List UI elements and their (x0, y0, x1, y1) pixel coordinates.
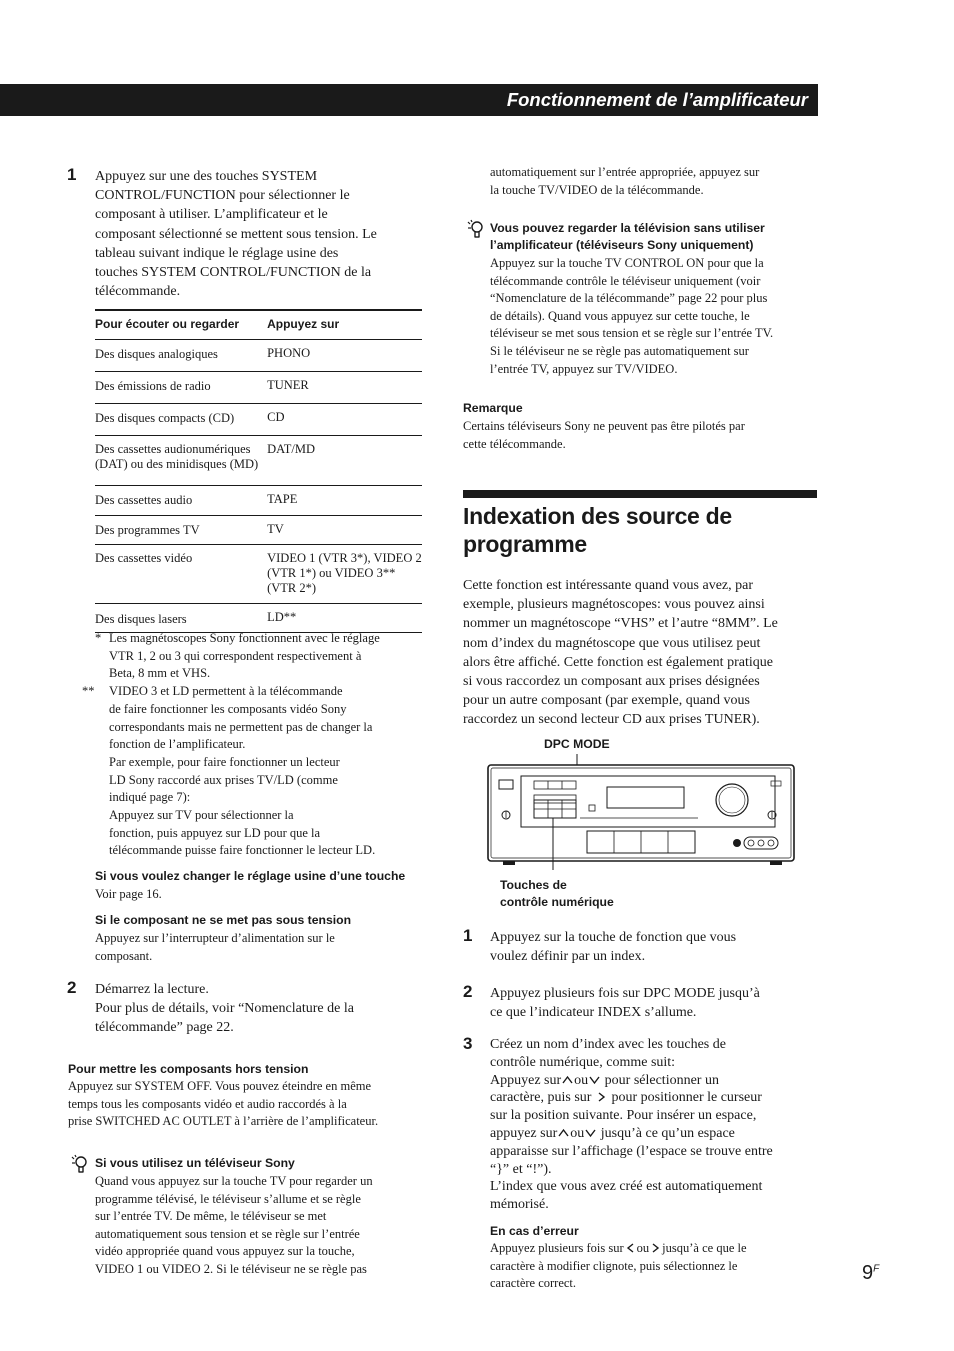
table-header: Appuyez sur (267, 310, 422, 340)
subheading: Si vous voulez changer le réglage usine d’une touche (95, 869, 406, 883)
tip-text: Quand vous appuyez sur la touche TV pour regarder un programme télévisé, le téléviseur s’allume et se règle sur l’entrée TV. De même, le téléviseur se met automatiquement sous tension et se règle sur l’entrée vidéo appropriée quand vous appuyez sur la touche, VIDEO 1 ou VIDEO 2. Si le téléviseur ne se règle pas (95, 1174, 373, 1276)
subheading: En cas d’erreur (490, 1224, 579, 1238)
table-header-row (95, 310, 422, 340)
down-arrow-icon (588, 1075, 601, 1085)
table-row: Des disques lasers LD** (95, 604, 422, 633)
note-text: Appuyez plusieurs fois sur ou jusqu’à ce que le caractère à modifier clignote, puis sélectionnez le caractère correct. (490, 1241, 747, 1291)
table-row: Des cassettes audionumériques (DAT) ou des minidisques (MD) DAT/MD (95, 436, 422, 486)
step-2-text: Démarrez la lecture. Pour plus de détails, voir “Nomenclature de la télécommande” page 22. (95, 982, 354, 1036)
right-arrow-icon (595, 1092, 608, 1102)
remark-heading: Remarque (463, 401, 523, 415)
subheading: Pour mettre les composants hors tension (68, 1062, 309, 1076)
step-text: Appuyez plusieurs fois sur DPC MODE jusqu’à ce que l’indicateur INDEX s’allume. (490, 986, 760, 1021)
tip-text: Appuyez sur la touche TV CONTROL ON pour que la télécommande contrôle le téléviseur uniquement (voir “Nomenclature de la télécommande” page 22 pour plus de détails). Quand vous appuyez sur cette touche, le téléviseur se met sous tension et se règle sur l’entrée TV. Si le téléviseur ne se règle pas automatiquement sur l’entrée TV, appuyez sur TV/VIDEO. (490, 256, 774, 376)
note-text: Appuyez sur SYSTEM OFF. Vous pouvez éteindre en même temps tous les composants vidéo et audio raccordés à la prise SWITCHED AC OUTLET à l’arrière de l’amplificateur. (68, 1079, 379, 1129)
down-arrow-icon (584, 1128, 597, 1138)
table-row: Des émissions de radio TUNER (95, 372, 422, 404)
step-1-text: Appuyez sur une des touches SYSTEM CONTROL/FUNCTION pour sélectionner le composant à utiliser. L’amplificateur et le composant sélectionné se mettent sous tension. Le tableau suivant indique le réglage usine des touches SYSTEM CONTROL/FUNCTION de la télécommande. (95, 169, 377, 300)
step-number: 3 (463, 1034, 473, 1053)
tip-heading: Si vous utilisez un téléviseur Sony (95, 1156, 295, 1170)
right-arrow-icon (649, 1243, 662, 1253)
step-3-text: Créez un nom d’index avec les touches de contrôle numérique, comme suit: Appuyez sur ou pour sélectionner un caractère, puis sur pour positionner le curseur sur la position suivante. Pour insérer un espace, appuyez sur ou jusqu’à ce qu’un espace apparaisse sur l’affichage (l’espace se trouve entre “}” et “!”). L’index que vous avez créé est automatiquement mémorisé. (490, 1037, 773, 1213)
step-text: Appuyez sur la touche de fonction que vous voulez définir par un index. (490, 930, 737, 965)
note-text: Appuyez sur l’interrupteur d’alimentation sur le composant. (95, 931, 335, 963)
header-bar (0, 84, 818, 116)
amplifier-illustration (485, 752, 800, 872)
lightbulb-tip-icon (70, 1154, 90, 1174)
up-arrow-icon (557, 1128, 570, 1138)
section-rule (463, 490, 817, 498)
factory-settings-table (95, 309, 422, 633)
step-number: 2 (67, 978, 77, 997)
page-number: $9^F$ (862, 1262, 880, 1284)
header-title: Fonctionnement de l’amplificateur (506, 89, 808, 110)
lightbulb-tip-icon (466, 219, 486, 239)
table-row: Des cassettes audio TAPE (95, 486, 422, 516)
table-row: Des disques compacts (CD) CD (95, 404, 422, 436)
tip-heading: Vous pouvez regarder la télévision sans utiliser l’amplificateur (téléviseurs Sony uniquement) (490, 221, 765, 252)
step-number: 2 (463, 982, 473, 1001)
remark-text: Certains téléviseurs Sony ne peuvent pas être pilotés par cette télécommande. (463, 419, 745, 451)
footnote: ** VIDEO 3 et LD permettent à la télécommande de faire fonctionner les composants vidéo Sony correspondants mais ne permettent pas de changer la fonction de l’amplificateur. Par exemple, pour faire fonctionner un lecteur LD Sony raccordé aux prises TV/LD (comme indiqué page 7): Appuyez sur TV pour sélectionner la fonction, puis appuyez sur LD pour que la télécommande puisse faire fonctionner le lecteur LD. (82, 684, 376, 858)
step-number: 1 (67, 165, 77, 184)
step-number: 1 (463, 926, 473, 945)
tip-text-continued: automatiquement sur l’entrée appropriée, appuyez sur la touche TV/VIDEO de la télécommande. (490, 165, 760, 197)
left-arrow-icon (624, 1243, 637, 1253)
note-text: Voir page 16. (95, 887, 162, 901)
footnotes (82, 630, 430, 860)
section-title: Indexation des source de programme (463, 503, 732, 557)
table-row: Des cassettes vidéo VIDEO 1 (VTR 3*), VIDEO 2 (VTR 1*) ou VIDEO 3** (VTR 2*) (95, 545, 422, 604)
table-row: Des programmes TV TV (95, 516, 422, 545)
figure-label-dpc-mode: DPC MODE (544, 737, 610, 751)
footnote: * Les magnétoscopes Sony fonctionnent avec le réglage VTR 1, 2 ou 3 qui correspondent respectivement à Beta, 8 mm et VHS. (95, 631, 380, 681)
table-row: Des disques analogiques PHONO (95, 340, 422, 372)
intro-text: Cette fonction est intéressante quand vous avez, par exemple, plusieurs magnétoscopes: vous pouvez ainsi nommer un magnétoscope “VHS” et l’autre “8MM”. Le nom d’index du magnétoscope que vous utilisez peut alors être affiché. Cette fonction est également pratique si vous raccordez un composant aux prises désignées pour un autre composant (par exemple, quand vous raccordez un second lecteur CD aux prises TUNER). (463, 578, 778, 728)
table-header: Pour écouter ou regarder (95, 310, 267, 340)
up-arrow-icon (561, 1075, 574, 1085)
figure-label-digital-controls: Touches de contrôle numérique (500, 878, 614, 909)
subheading: Si le composant ne se met pas sous tension (95, 913, 352, 927)
